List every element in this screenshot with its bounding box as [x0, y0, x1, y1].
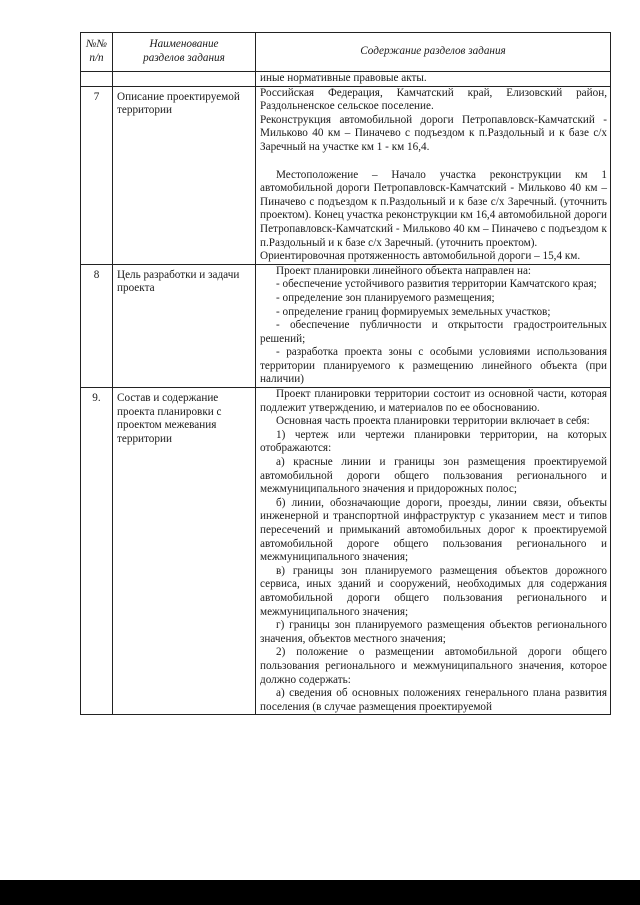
row-section-name: Описание проектируемой территории [113, 86, 256, 264]
table-header-row [81, 33, 611, 72]
header-section-name-line2: разделов задания [143, 52, 225, 64]
content-paragraph: - обеспечение публичности и открытости градостроительных решений; [260, 319, 607, 345]
content-paragraph: б) линии, обозначающие дороги, проезды, линии связи, объекты инженерной и транспортной инфраструктур с указанием мест и типов пересечений и примыканий автомобильных дорог к проектируемой автомобильной дороге общего пользования регионального и межмуниципального значения; [260, 496, 607, 564]
scan-bottom-border [0, 880, 640, 905]
table-row [81, 264, 611, 387]
content-paragraph: Ориентировочная протяженность автомобильной дороги – 15,4 км. [260, 250, 581, 263]
specification-table [80, 32, 611, 715]
content-paragraph: г) границы зон планируемого размещения объектов регионального значения, объектов местного значения; [260, 619, 607, 645]
row-section-content [256, 72, 611, 87]
header-number-line2: п/п [89, 52, 104, 64]
header-number [81, 33, 113, 72]
content-paragraph: Реконструкция автомобильной дороги Петропавловск-Камчатский - Мильково 40 км – Пиначево с подъездом к п.Раздольный и к базе с/х Заречный на участке км 1 - км 16,4. [260, 113, 607, 153]
table-row [81, 72, 611, 87]
header-section-name [113, 33, 256, 72]
content-paragraph: - определение зон планируемого размещения; [276, 291, 495, 304]
content-paragraph: Проект планировки территории состоит из основной части, которая подлежит утверждению, и материалов по ее обоснованию. [260, 388, 607, 414]
content-paragraph: 1) чертеж или чертежи планировки территории, на которых отображаются: [260, 428, 607, 455]
row-number [81, 72, 113, 87]
content-paragraph: иные нормативные правовые акты. [260, 72, 427, 84]
content-paragraph: Проект планировки линейного объекта направлен на: [276, 264, 532, 277]
header-section-name-line1: Наименование [149, 38, 219, 51]
content-paragraph: а) сведения об основных положениях генерального плана развития поселения (в случае размещения проектируемой [260, 687, 607, 713]
row-section-content [256, 264, 611, 387]
content-paragraph: - разработка проекта зоны с особыми условиями использования территории планируемого к размещению линейного объекта (при наличии) [260, 346, 607, 386]
header-section-content-text: Содержание разделов задания [360, 45, 506, 58]
content-paragraph: - определение границ формируемых земельных участков; [276, 305, 551, 318]
table-row [81, 388, 611, 715]
row-section-name: Цель разработки и задачи проекта [113, 264, 256, 387]
content-paragraph: Российская Федерация, Камчатский край, Елизовский район, Раздольненское сельское поселение. [260, 86, 607, 113]
content-paragraph: в) границы зон планируемого размещения объектов дорожного сервиса, иных зданий и сооружений, необходимых для содержания автомобильной дороги общего пользования регионального и межмуниципального значения; [260, 564, 607, 618]
content-paragraph: Местоположение – Начало участка реконструкции км 1 автомобильной дороги Петропавловск-Камчатский - Мильково 40 км – Пиначево с подъездом к п.Раздольный и к базе с/х Заречный. (уточнить проектом). Конец участка реконструкции км 16,4 автомобильной дороги Петропавловск-Камчатский - Мильково 40 км – Пиначево с подъездом к п.Раздольный и к базе с/х Заречный. (уточнить проектом). [260, 168, 607, 249]
header-section-content [256, 33, 611, 72]
row-section-name: Состав и содержание проекта планировки с проектом межевания территории [113, 388, 256, 715]
row-number: 9. [81, 388, 113, 715]
header-number-line1: №№ [85, 38, 108, 51]
row-number: 8 [81, 264, 113, 387]
content-paragraph: 2) положение о размещении автомобильной дороги общего пользования регионального и межмуниципального значения, которое должно содержать: [260, 646, 607, 686]
row-section-name [113, 72, 256, 87]
row-section-content [256, 86, 611, 264]
content-paragraph: - обеспечение устойчивого развития территории Камчатского края; [276, 278, 597, 291]
row-section-content [256, 388, 611, 715]
content-paragraph: Основная часть проекта планировки территории включает в себя: [276, 415, 590, 428]
paragraph-spacer [260, 155, 607, 169]
content-paragraph: а) красные линии и границы зон размещения проектируемой автомобильной дороги общего пользования регионального и межмуниципального значения и придорожных полос; [260, 456, 607, 496]
table-row [81, 86, 611, 264]
row-number: 7 [81, 86, 113, 264]
